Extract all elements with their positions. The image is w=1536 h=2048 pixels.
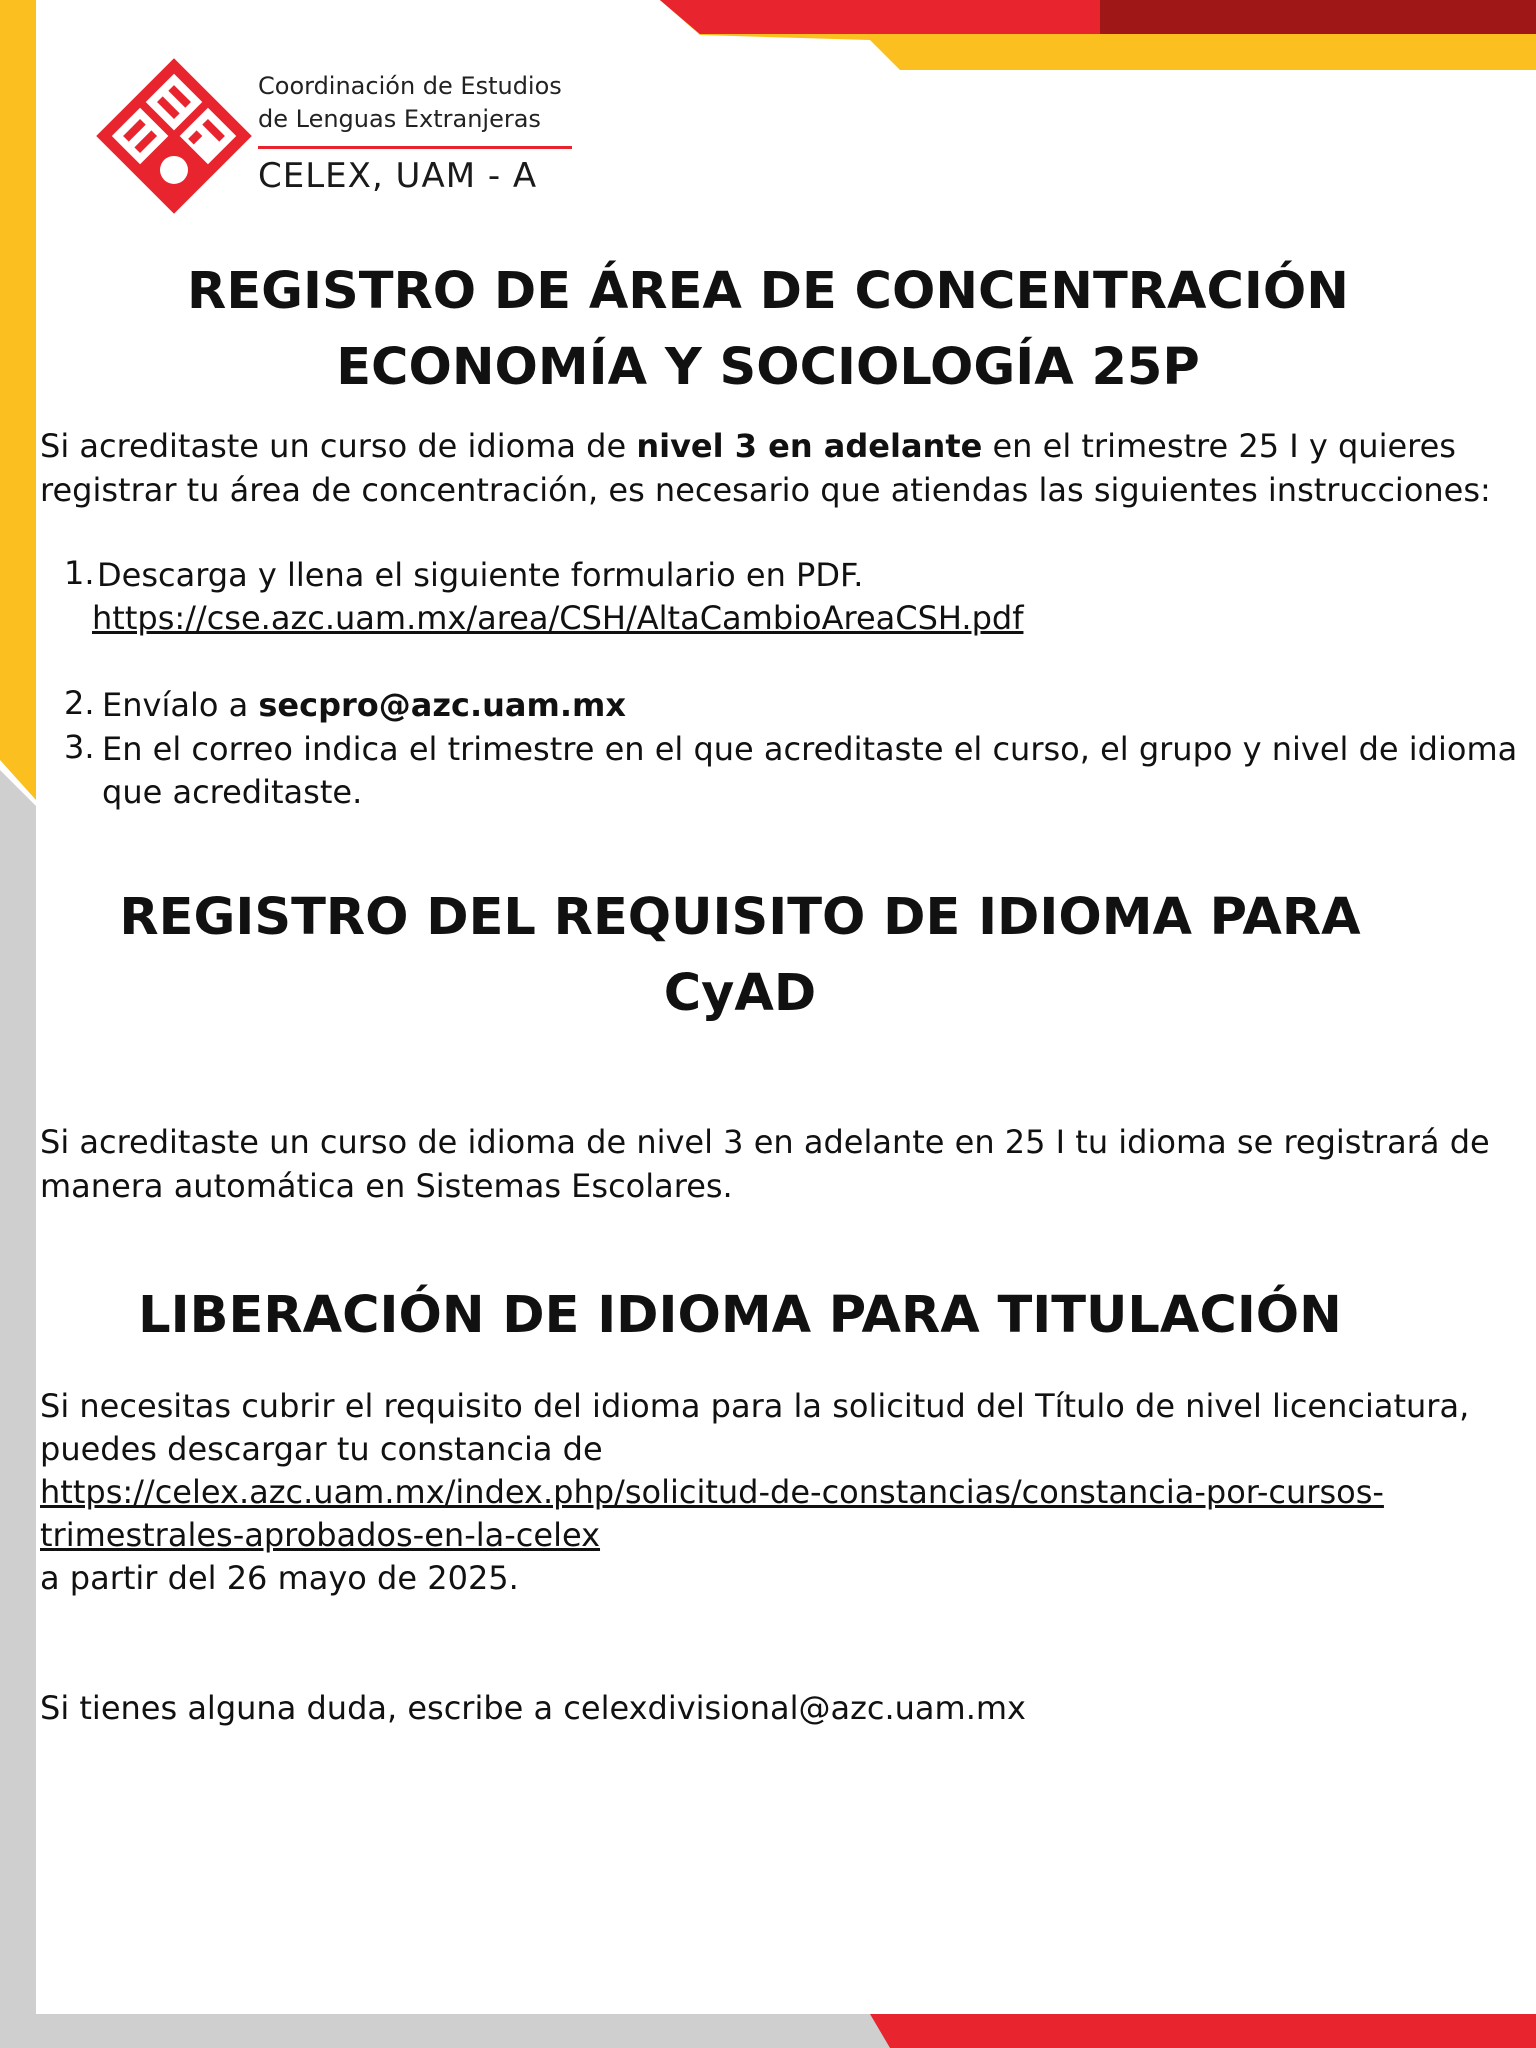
section3-date-line: a partir del 26 mayo de 2025. xyxy=(40,1559,519,1597)
section3-title: LIBERACIÓN DE IDIOMA PARA TITULACIÓN xyxy=(138,1286,1342,1345)
secpro-email[interactable]: secpro@azc.uam.mx xyxy=(258,686,626,724)
section1-title-line2: ECONOMÍA Y SOCIOLOGÍA 25P xyxy=(336,338,1200,397)
step3-line1: En el correo indica el trimestre en el que acreditaste el curso, el grupo y nivel de idioma xyxy=(102,730,1518,768)
celex-logo-icon xyxy=(96,58,252,214)
section2-body: Si acreditaste un curso de idioma de nivel 3 en adelante en 25 I tu idioma se registrará de manera automática en Sistemas Escolares. xyxy=(40,1123,1490,1205)
logo-line-3: CELEX, UAM - A xyxy=(258,156,538,196)
section2-title-line2: CyAD xyxy=(663,964,817,1023)
intro-text-after: en el trimestre 25 I y quieres registrar tu área de concentración, es necesario que atiendas las siguientes instrucciones: xyxy=(40,427,1491,509)
intro-text-before: Si acreditaste un curso de idioma de xyxy=(40,427,637,465)
step3-line2: que acreditaste. xyxy=(102,773,363,811)
form-pdf-link[interactable]: https://cse.azc.uam.mx/area/CSH/AltaCambioAreaCSH.pdf xyxy=(92,599,1024,637)
step1-number: 1. xyxy=(64,554,95,592)
step2-number: 2. xyxy=(64,684,95,722)
contact-line: Si tienes alguna duda, escribe a celexdivisional@azc.uam.mx xyxy=(40,1689,1026,1727)
left-gray-band xyxy=(0,770,36,2048)
section3-body-line2: puedes descargar tu constancia de xyxy=(40,1430,603,1468)
logo-line-2: de Lenguas Extranjeras xyxy=(258,105,541,133)
logo-divider xyxy=(258,146,572,149)
section3-body-line1: Si necesitas cubrir el requisito del idioma para la solicitud del Título de nivel licenciatura, xyxy=(40,1387,1470,1425)
bottom-red-band xyxy=(870,2014,1536,2048)
constancia-link-line2[interactable]: trimestrales-aprobados-en-la-celex xyxy=(40,1516,601,1554)
top-red-band-light xyxy=(660,0,1100,34)
bottom-gray-band xyxy=(36,2014,900,2048)
section2-title-line1: REGISTRO DEL REQUISITO DE IDIOMA PARA xyxy=(119,888,1361,947)
intro-text-bold: nivel 3 en adelante xyxy=(636,427,983,465)
step3-number: 3. xyxy=(64,728,95,766)
constancia-link-line1[interactable]: https://celex.azc.uam.mx/index.php/solicitud-de-constancias/constancia-por-cursos- xyxy=(40,1473,1384,1511)
section1-title-line1: REGISTRO DE ÁREA DE CONCENTRACIÓN xyxy=(187,262,1349,321)
section1-intro xyxy=(40,424,1500,512)
step2-text xyxy=(102,684,626,727)
left-yellow-band xyxy=(0,0,36,800)
logo-line-1: Coordinación de Estudios xyxy=(258,72,562,100)
step1-text: Descarga y llena el siguiente formulario en PDF. xyxy=(97,556,864,594)
step2-label: Envíalo a xyxy=(102,686,259,724)
logo-org-name xyxy=(258,70,562,136)
